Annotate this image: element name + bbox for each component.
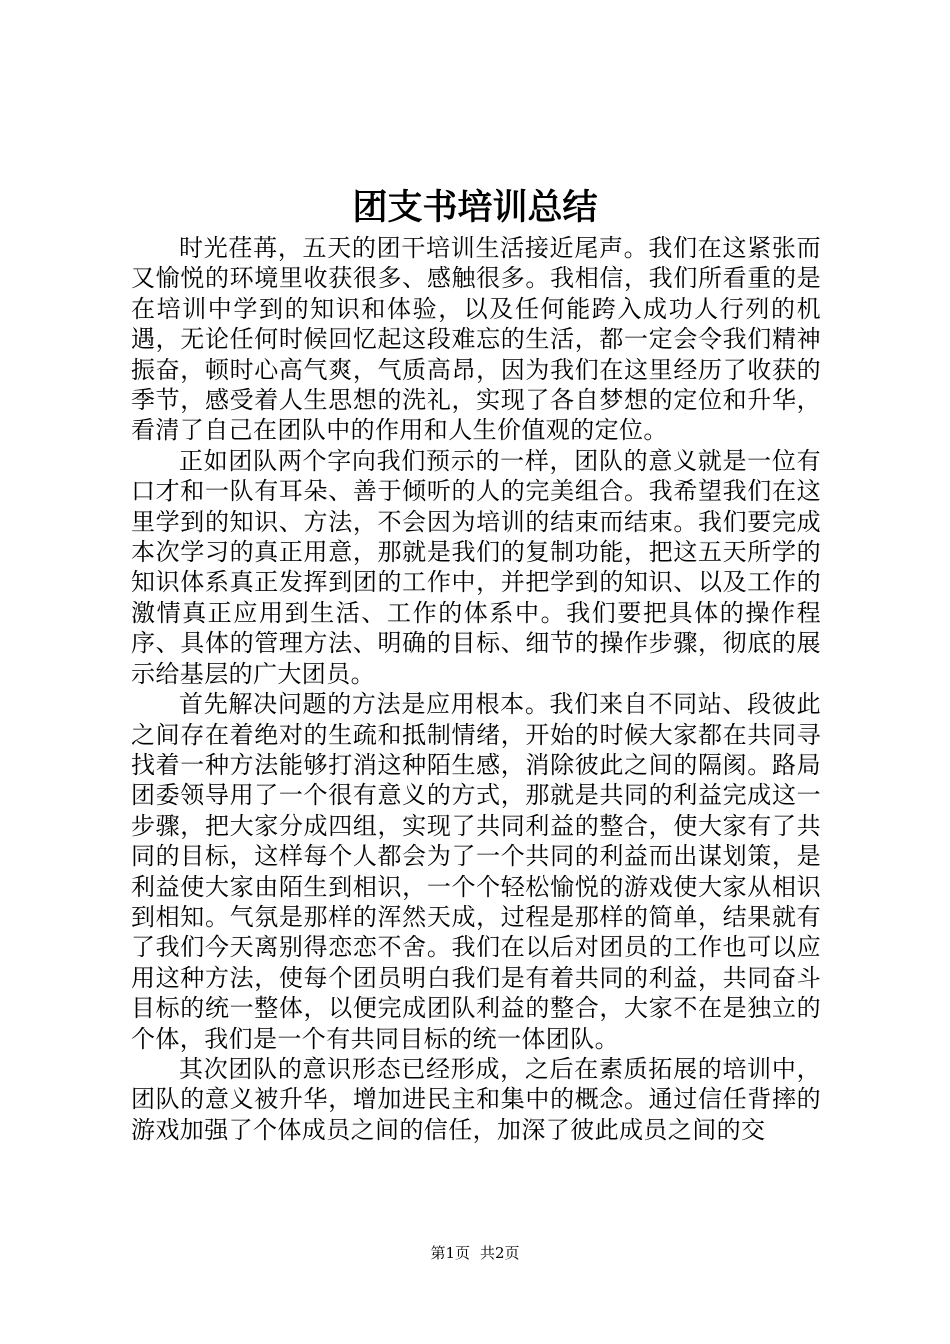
- page-total: 共2页: [480, 1244, 520, 1262]
- page-footer: [0, 1243, 950, 1263]
- paragraph-4: 其次团队的意识形态已经形成，之后在素质拓展的培训中，团队的意义被升华，增加进民主和集中的概念。通过信任背摔的游戏加强了个体成员之间的信任，加深了彼此成员之间的交: [131, 1054, 821, 1144]
- paragraph-3: 首先解决问题的方法是应用根本。我们来自不同站、段彼此之间存在着绝对的生疏和抵制情绪，开始的时候大家都在共同寻找着一种方法能够打消这种陌生感，消除彼此之间的隔阂。路局团委领导用了一个很有意义的方式，那就是共同的利益完成这一步骤，把大家分成四组，实现了共同利益的整合，使大家有了共同的目标，这样每个人都会为了一个共同的利益而出谋划策，是利益使大家由陌生到相识，一个个轻松愉悦的游戏使大家从相识到相知。气氛是那样的浑然天成，过程是那样的简单，结果就有了我们今天离别得恋恋不舍。我们在以后对团员的工作也可以应用这种方法，使每个团员明白我们是有着共同的利益，共同奋斗目标的统一整体，以便完成团队利益的整合，大家不在是独立的个体，我们是一个有共同目标的统一体团队。: [131, 690, 821, 1053]
- paragraph-2: 正如团队两个字向我们预示的一样，团队的意义就是一位有口才和一队有耳朵、善于倾听的人的完美组合。我希望我们在这里学到的知识、方法，不会因为培训的结束而结束。我们要完成本次学习的真正用意，那就是我们的复制功能，把这五天所学的知识体系真正发挥到团的工作中，并把学到的知识、以及工作的激情真正应用到生活、工作的体系中。我们要把具体的操作程序、具体的管理方法、明确的目标、细节的操作步骤，彻底的展示给基层的广大团员。: [131, 446, 821, 688]
- paragraph-1: 时光荏苒，五天的团干培训生活接近尾声。我们在这紧张而又愉悦的环境里收获很多、感触很多。我相信，我们所看重的是在培训中学到的知识和体验，以及任何能跨入成功人行列的机遇，无论任何时候回忆起这段难忘的生活，都一定会令我们精神振奋，顿时心高气爽，气质高昂，因为我们在这里经历了收获的季节，感受着人生思想的洗礼，实现了各自梦想的定位和升华，看清了自己在团队中的作用和人生价值观的定位。: [131, 234, 821, 445]
- document-title: 团支书培训总结: [352, 187, 598, 228]
- page-number: 第1页: [430, 1244, 470, 1262]
- document-body: [131, 233, 821, 1145]
